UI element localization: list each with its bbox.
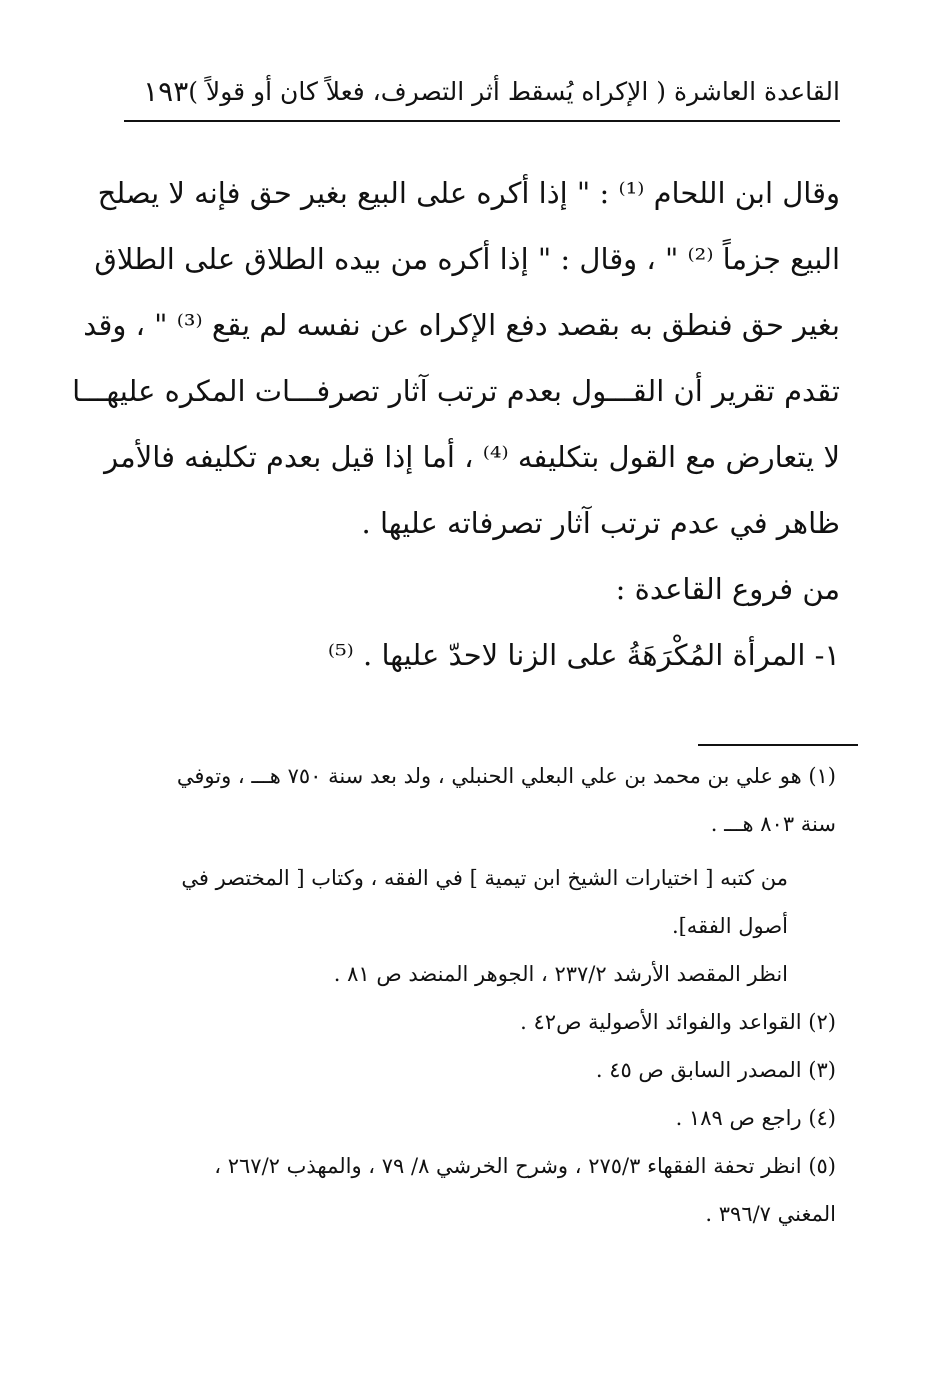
footnote-1-sources: انظر المقصد الأرشد ٢٣٧/٢ ، الجوهر المنضد ص ٨١ . bbox=[333, 962, 788, 986]
footnote-1-continued: سنة ٨٠٣ هـــ . bbox=[710, 812, 836, 836]
footnote-2: (٢) القواعد والفوائد الأصولية ص٤٢ . bbox=[520, 1010, 836, 1034]
text-line: لا يتعارض مع القول بتكليفه ⁽⁴⁾ ، أما إذا قيل بعدم تكليفه فالأمر bbox=[104, 440, 840, 474]
running-head: القاعدة العاشرة ( الإكراه يُسقط أثر التصرف، فعلاً كان أو قولاً ) bbox=[188, 76, 840, 106]
footnote-1: (١) هو علي بن محمد بن علي البعلي الحنبلي ، ولد بعد سنة ٧٥٠ هـــ ، وتوفي bbox=[176, 764, 836, 788]
footnote-5: (٥) انظر تحفة الفقهاء ٢٧٥/٣ ، وشرح الخرشي ٨/ ٧٩ ، والمهذب ٢٦٧/٢ ، bbox=[214, 1154, 836, 1178]
section-heading: من فروع القاعدة : bbox=[615, 572, 840, 606]
list-item: ١- المرأة المُكْرَهَةُ على الزنا لاحدّ عليها . ⁽⁵⁾ bbox=[327, 638, 840, 672]
footnote-5-continued: المغني ٣٩٦/٧ . bbox=[705, 1202, 836, 1226]
text-line: بغير حق فنطق به بقصد دفع الإكراه عن نفسه لم يقع ⁽³⁾ " ، وقد bbox=[83, 308, 840, 342]
page-header bbox=[126, 66, 840, 116]
footnote-3: (٣) المصدر السابق ص ٤٥ . bbox=[595, 1058, 836, 1082]
text-line: ظاهر في عدم ترتب آثار تصرفاته عليها . bbox=[361, 506, 840, 540]
text-line: وقال ابن اللحام ⁽¹⁾ : " إذا أكره على البيع بغير حق فإنه لا يصلح bbox=[97, 176, 840, 210]
text-line: تقدم تقرير أن القـــول بعدم ترتب آثار تصرفـــات المكره عليهـــا bbox=[72, 374, 840, 408]
footnotes bbox=[140, 752, 836, 1238]
footnote-1-works-continued: أصول الفقه]. bbox=[671, 914, 788, 938]
main-text bbox=[72, 160, 840, 688]
footnote-4: (٤) راجع ص ١٨٩ . bbox=[675, 1106, 836, 1130]
header-rule bbox=[124, 120, 840, 122]
page-number: ١٩٣ bbox=[143, 74, 189, 108]
footnote-1-works: من كتبه [ اختيارات الشيخ ابن تيمية ] في الفقه ، وكتاب [ المختصر في bbox=[181, 866, 788, 890]
text-line: البيع جزماً ⁽²⁾ " ، وقال : " إذا أكره من بيده الطلاق على الطلاق bbox=[94, 242, 840, 276]
footnote-separator bbox=[698, 744, 858, 746]
